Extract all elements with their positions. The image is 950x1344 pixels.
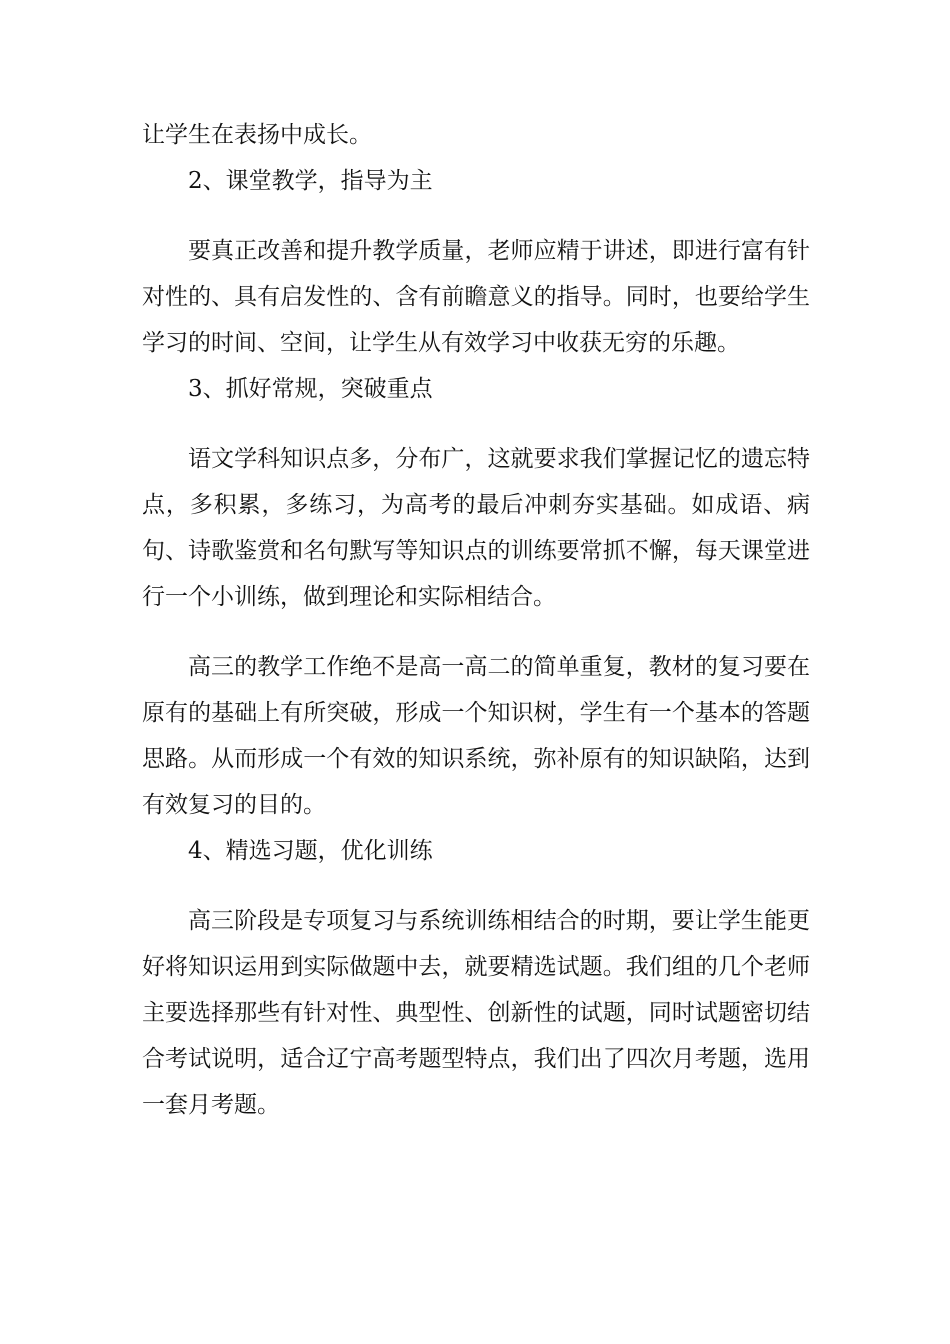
- paragraph-classroom-teaching: 要真正改善和提升教学质量，老师应精于讲述，即进行富有针对性的、具有启发性的、含有前瞻意义的指导。同时，也要给学生学习的时间、空间，让学生从有效学习中收获无穷的乐趣。: [142, 238, 810, 356]
- section-heading-4: 4、精选习题，优化训练: [188, 838, 433, 864]
- section-heading-3: 3、抓好常规，突破重点: [188, 376, 433, 402]
- paragraph-exercise-selection: 高三阶段是专项复习与系统训练相结合的时期，要让学生能更好将知识运用到实际做题中去，就要精选试题。我们组的几个老师主要选择那些有针对性、典型性、创新性的试题，同时试题密切结合考试说明，适合辽宁高考题型特点，我们出了四次月考题，选用一套月考题。: [142, 908, 810, 1118]
- paragraph-continuation: 让学生在表扬中成长。: [142, 122, 372, 148]
- paragraph-routine-basics: 语文学科知识点多，分布广，这就要求我们掌握记忆的遗忘特点，多积累，多练习，为高考的最后冲刺夯实基础。如成语、病句、诗歌鉴赏和名句默写等知识点的训练要常抓不懈，每天课堂进行一个小训练，做到理论和实际相结合。: [142, 446, 810, 610]
- paragraph-senior-review: 高三的教学工作绝不是高一高二的简单重复，教材的复习要在原有的基础上有所突破，形成一个知识树，学生有一个基本的答题思路。从而形成一个有效的知识系统，弥补原有的知识缺陷，达到有效复习的目的。: [142, 654, 810, 818]
- document-body: [142, 112, 810, 1128]
- section-heading-2: 2、课堂教学，指导为主: [188, 168, 433, 194]
